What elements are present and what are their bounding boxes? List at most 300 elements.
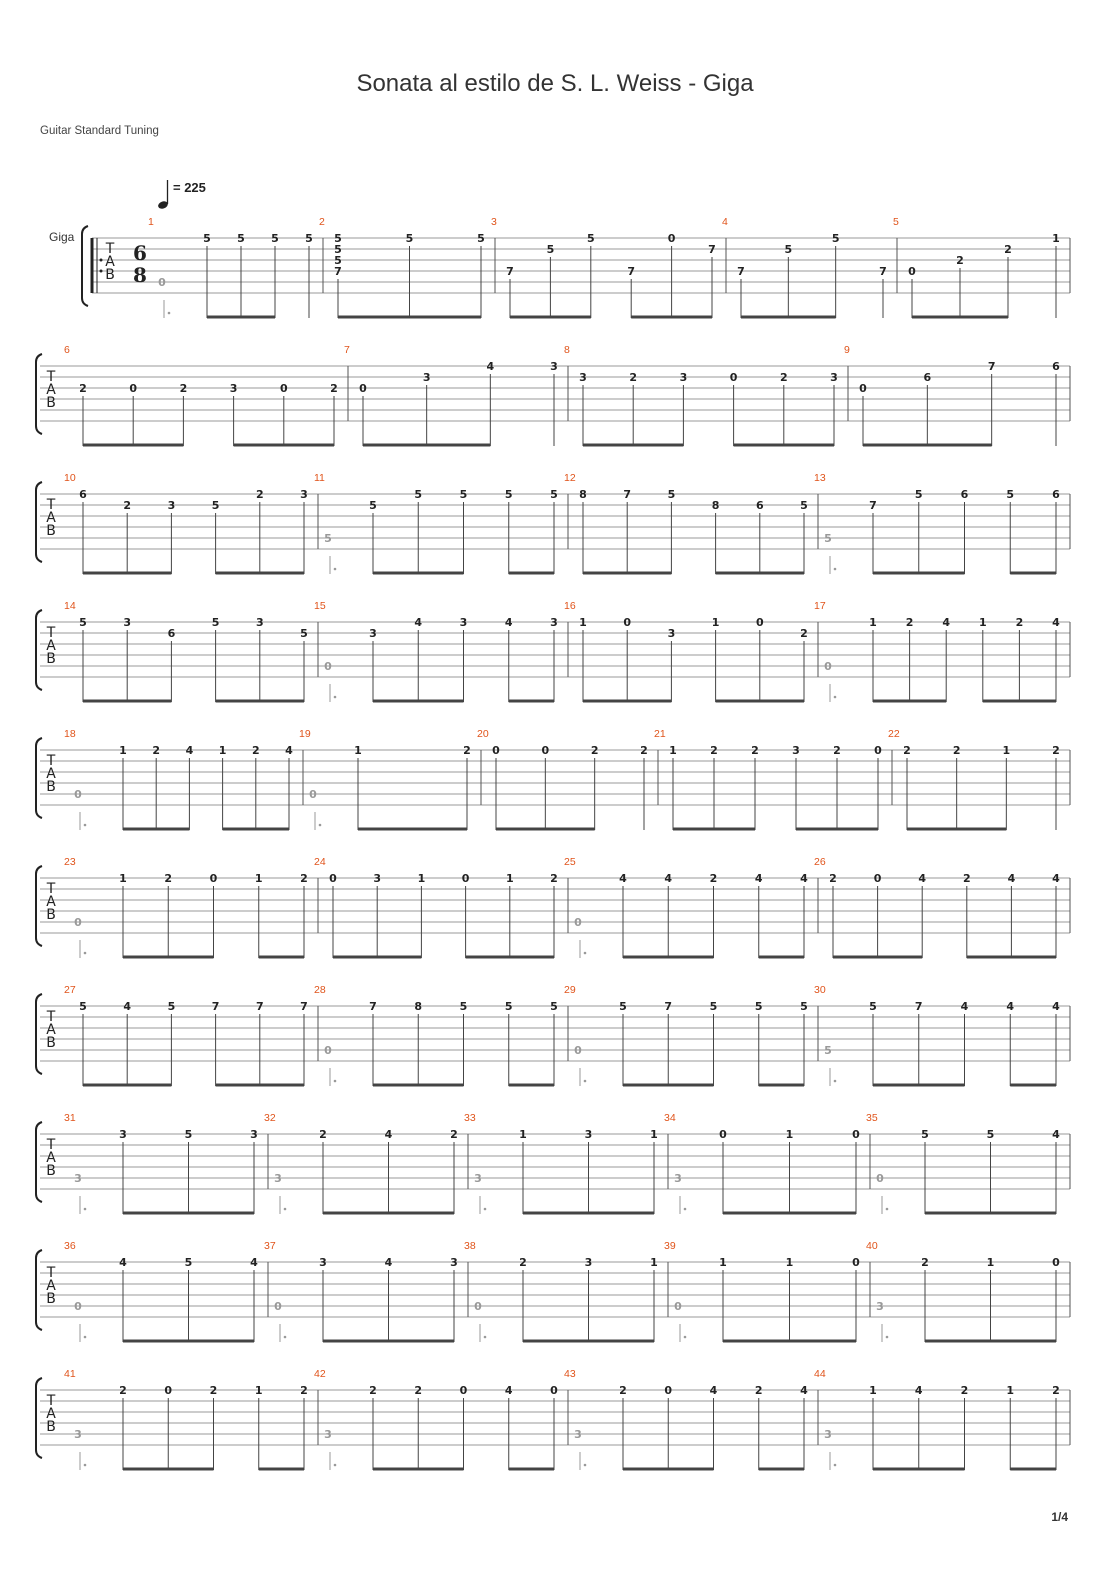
bass-fret-number: 5 (324, 532, 332, 545)
dot (168, 312, 171, 315)
fret-number: 4 (1007, 872, 1016, 885)
fret-number: 2 (463, 744, 471, 757)
fret-number: 0 (852, 1128, 860, 1141)
fret-number: 3 (550, 360, 558, 373)
fret-number: 4 (250, 1256, 258, 1269)
tab-clef-letter: T (105, 241, 115, 257)
fret-number: 0 (550, 1384, 558, 1397)
tab-clef-letter: T (46, 1137, 56, 1153)
fret-number: 1 (254, 872, 263, 885)
bass-fret-number: 3 (324, 1428, 332, 1441)
bass-fret-number: 0 (309, 788, 317, 801)
fret-number: 4 (800, 872, 808, 885)
bar-number: 36 (64, 1240, 76, 1252)
fret-number: 4 (504, 1384, 513, 1397)
fret-number: 1 (869, 1384, 877, 1397)
bass-fret-number: 0 (324, 660, 332, 673)
bass-fret-number: 5 (824, 1044, 832, 1057)
fret-number: 4 (119, 1256, 127, 1269)
bar-number: 6 (64, 344, 70, 356)
bar-number: 10 (64, 472, 76, 484)
fret-number: 4 (486, 360, 495, 373)
tab-clef-letter: A (46, 382, 56, 398)
fret-number: 6 (1052, 488, 1060, 501)
tab-clef-letter: A (46, 510, 56, 526)
dot (834, 696, 837, 699)
fret-number: 4 (1052, 616, 1060, 629)
tab-clef-letter: A (46, 1150, 56, 1166)
bar-number: 3 (491, 216, 497, 228)
bass-fret-number: 3 (824, 1428, 832, 1441)
fret-number: 5 (869, 1000, 877, 1013)
tab-clef-letter: B (46, 779, 56, 795)
bar-number: 22 (888, 728, 900, 740)
fret-number: 2 (414, 1384, 423, 1397)
fret-number: 5 (546, 243, 555, 256)
fret-number: 5 (184, 1128, 193, 1141)
fret-number: 2 (1052, 1384, 1060, 1397)
fret-number: 0 (859, 382, 867, 395)
bar-number: 34 (664, 1112, 676, 1124)
fret-number: 0 (1052, 1256, 1060, 1269)
fret-number: 5 (914, 488, 923, 501)
fret-number: 1 (1052, 232, 1060, 245)
fret-number: 2 (330, 382, 338, 395)
fret-number: 5 (800, 1000, 808, 1013)
fret-number: 1 (218, 744, 227, 757)
track-name: Giga (49, 230, 75, 244)
bass-fret-number: 0 (158, 276, 166, 289)
fret-number: 2 (833, 744, 841, 757)
fret-number: 3 (667, 627, 676, 640)
fret-number: 0 (852, 1256, 860, 1269)
fret-number: 2 (619, 1384, 627, 1397)
bass-fret-number: 0 (274, 1300, 282, 1313)
bar-number: 42 (314, 1368, 326, 1380)
fret-number: 7 (627, 265, 636, 278)
fret-number: 3 (792, 744, 800, 757)
tab-clef-letter: B (105, 267, 115, 283)
fret-number: 5 (305, 232, 313, 245)
bass-fret-number: 0 (74, 788, 82, 801)
fret-number: 5 (1006, 488, 1015, 501)
fret-number: 5 (550, 488, 558, 501)
fret-number: 0 (874, 744, 882, 757)
fret-number: 3 (459, 616, 468, 629)
dot (684, 1208, 687, 1211)
fret-number: 1 (711, 616, 720, 629)
fret-number: 6 (1052, 360, 1060, 373)
dot (334, 696, 337, 699)
tab-clef-letter: T (46, 1265, 56, 1281)
fret-number: 4 (918, 872, 927, 885)
bass-fret-number: 0 (474, 1300, 482, 1313)
tab-clef-letter: B (46, 1163, 56, 1179)
fret-number: 4 (914, 1384, 923, 1397)
bar-number: 32 (264, 1112, 276, 1124)
fret-number: 1 (254, 1384, 263, 1397)
fret-number: 3 (584, 1128, 593, 1141)
fret-number: 5 (79, 616, 87, 629)
tab-clef-letter: A (46, 638, 56, 654)
bar-number: 31 (64, 1112, 76, 1124)
fret-number: 6 (923, 371, 932, 384)
bass-fret-number: 0 (74, 916, 82, 929)
time-signature-digit: 6 (133, 241, 147, 265)
fret-number: 4 (664, 872, 673, 885)
fret-number: 7 (879, 265, 887, 278)
fret-number: 5 (79, 1000, 87, 1013)
tab-clef-letter: T (46, 625, 56, 641)
fret-number: 1 (669, 744, 677, 757)
bass-fret-number: 3 (674, 1172, 682, 1185)
tab-clef-letter: B (46, 907, 56, 923)
fret-number: 7 (300, 1000, 308, 1013)
bar-number: 27 (64, 984, 76, 996)
tab-system (36, 984, 1070, 1086)
fret-number: 0 (359, 382, 367, 395)
fret-number: 8 (711, 499, 720, 512)
tab-clef-letter: B (46, 1035, 56, 1051)
bar-number: 12 (564, 472, 576, 484)
tab-clef-letter: T (46, 1393, 56, 1409)
dot (886, 1336, 889, 1339)
bass-fret-number: 3 (876, 1300, 884, 1313)
fret-number: 1 (354, 744, 362, 757)
fret-number: 0 (164, 1384, 173, 1397)
fret-number: 2 (960, 1384, 969, 1397)
bass-fret-number: 3 (74, 1172, 82, 1185)
tab-clef-letter: A (46, 894, 56, 910)
fret-number: 0 (873, 872, 882, 885)
fret-number: 2 (123, 499, 132, 512)
fret-number: 1 (1002, 744, 1011, 757)
fret-number: 5 (784, 243, 793, 256)
fret-number: 5 (504, 1000, 513, 1013)
fret-number: 4 (504, 616, 513, 629)
fret-number: 7 (623, 488, 632, 501)
fret-number: 7 (664, 1000, 673, 1013)
fret-number: 0 (908, 265, 916, 278)
fret-number: 6 (960, 488, 969, 501)
fret-number: 5 (459, 1000, 468, 1013)
fret-number: 5 (184, 1256, 193, 1269)
fret-number: 6 (755, 499, 764, 512)
tab-system (36, 728, 1070, 830)
fret-number: 5 (504, 488, 513, 501)
fret-number: 2 (300, 872, 308, 885)
tab-system (82, 216, 1070, 318)
fret-number: 1 (869, 616, 877, 629)
fret-number: 2 (255, 488, 264, 501)
fret-number: 4 (942, 616, 951, 629)
fret-number: 7 (255, 1000, 264, 1013)
bar-number: 25 (564, 856, 576, 868)
bar-number: 43 (564, 1368, 576, 1380)
dot (484, 1208, 487, 1211)
bar-number: 35 (866, 1112, 878, 1124)
repeat-dot (100, 270, 103, 273)
page-number: 1/4 (1051, 1510, 1068, 1524)
fret-number: 2 (550, 872, 558, 885)
fret-number: 2 (119, 1384, 127, 1397)
fret-number: 4 (1052, 1128, 1060, 1141)
tab-system (36, 856, 1070, 958)
dot (886, 1208, 889, 1211)
dot (334, 1080, 337, 1083)
fret-number: 4 (384, 1256, 393, 1269)
tab-clef-letter: T (46, 1009, 56, 1025)
fret-number: 5 (667, 488, 676, 501)
fret-number: 2 (754, 1384, 763, 1397)
dot (84, 1208, 87, 1211)
fret-number: 3 (119, 1128, 127, 1141)
fret-number: 3 (319, 1256, 327, 1269)
fret-number: 0 (492, 744, 500, 757)
fret-number: 2 (79, 382, 87, 395)
bar-number: 7 (344, 344, 350, 356)
fret-number: 3 (123, 616, 132, 629)
fret-number: 3 (369, 627, 377, 640)
tab-clef-letter: T (46, 753, 56, 769)
fret-number: 1 (650, 1256, 658, 1269)
bar-number: 19 (299, 728, 311, 740)
dot (84, 824, 87, 827)
fret-number: 2 (905, 616, 914, 629)
bar-number: 33 (464, 1112, 476, 1124)
dot (484, 1336, 487, 1339)
bass-fret-number: 3 (74, 1428, 82, 1441)
tab-system (36, 472, 1070, 574)
tab-clef-letter: A (46, 1406, 56, 1422)
fret-number: 2 (629, 371, 638, 384)
bar-number: 13 (814, 472, 826, 484)
fret-number: 0 (719, 1128, 727, 1141)
fret-number: 2 (952, 744, 961, 757)
fret-number: 1 (505, 872, 514, 885)
dot (84, 952, 87, 955)
fret-number: 4 (800, 1384, 808, 1397)
bass-fret-number: 0 (324, 1044, 332, 1057)
fret-number: 5 (986, 1128, 995, 1141)
fret-number: 3 (255, 616, 264, 629)
fret-number: 2 (369, 1384, 377, 1397)
bar-number: 21 (654, 728, 666, 740)
bass-fret-number: 0 (574, 916, 582, 929)
bar-number: 30 (814, 984, 826, 996)
fret-number: 4 (960, 1000, 969, 1013)
tab-system (36, 1240, 1070, 1342)
fret-number: 3 (300, 488, 308, 501)
bar-number: 29 (564, 984, 576, 996)
fret-number: 0 (755, 616, 764, 629)
fret-number: 3 (579, 371, 587, 384)
fret-number: 0 (209, 872, 218, 885)
bar-number: 20 (477, 728, 489, 740)
fret-number: 8 (414, 1000, 423, 1013)
bar-number: 24 (314, 856, 326, 868)
fret-number: 1 (519, 1128, 527, 1141)
fret-number: 0 (623, 616, 632, 629)
fret-number: 4 (123, 1000, 132, 1013)
fret-number: 0 (541, 744, 550, 757)
fret-number: 4 (1052, 1000, 1060, 1013)
fret-number: 3 (373, 872, 382, 885)
bar-number: 9 (844, 344, 850, 356)
dot (334, 568, 337, 571)
fret-number: 1 (785, 1256, 794, 1269)
fret-number: 1 (1006, 1384, 1015, 1397)
tuning-label: Guitar Standard Tuning (40, 125, 159, 137)
fret-number: 2 (751, 744, 759, 757)
fret-number: 0 (329, 872, 337, 885)
tab-clef-letter: B (46, 1419, 56, 1435)
fret-number: 4 (1052, 872, 1060, 885)
fret-number: 2 (164, 872, 173, 885)
fret-number: 4 (709, 1384, 718, 1397)
bass-fret-number: 3 (474, 1172, 482, 1185)
fret-number: 3 (550, 616, 558, 629)
fret-number: 5 (831, 232, 840, 245)
fret-number: 7 (211, 1000, 220, 1013)
fret-number: 5 (709, 1000, 718, 1013)
repeat-dot (100, 259, 103, 262)
fret-number: 1 (650, 1128, 658, 1141)
fret-number: 2 (251, 744, 260, 757)
fret-number: 2 (450, 1128, 458, 1141)
tab-clef-letter: T (46, 881, 56, 897)
fret-number: 2 (800, 627, 808, 640)
bar-number: 39 (664, 1240, 676, 1252)
fret-number: 4 (414, 616, 423, 629)
bass-fret-number: 0 (674, 1300, 682, 1313)
fret-number: 3 (679, 371, 688, 384)
fret-number: 5 (211, 499, 220, 512)
fret-number: 1 (417, 872, 426, 885)
fret-number: 2 (590, 744, 599, 757)
fret-number: 5 (271, 232, 279, 245)
fret-number: 2 (319, 1128, 327, 1141)
fret-number: 2 (1015, 616, 1024, 629)
fret-number: 2 (710, 744, 718, 757)
dot (584, 1464, 587, 1467)
fret-number: 1 (119, 744, 127, 757)
fret-number: 4 (754, 872, 763, 885)
fret-number: 2 (921, 1256, 929, 1269)
bar-number: 8 (564, 344, 570, 356)
bass-fret-number: 0 (824, 660, 832, 673)
bass-fret-number: 5 (824, 532, 832, 545)
fret-number: 5 (619, 1000, 627, 1013)
fret-number: 1 (719, 1256, 727, 1269)
fret-number: 3 (584, 1256, 593, 1269)
fret-number: 0 (461, 872, 470, 885)
dot (319, 824, 322, 827)
fret-number: 3 (830, 371, 838, 384)
fret-number: 1 (986, 1256, 995, 1269)
fret-number: 3 (167, 499, 176, 512)
fret-number: 5 (550, 1000, 558, 1013)
fret-number: 5 (414, 488, 423, 501)
fret-number: 4 (1006, 1000, 1015, 1013)
fret-number: 0 (664, 1384, 673, 1397)
fret-number: 6 (79, 488, 87, 501)
fret-number: 5 (211, 616, 220, 629)
bar-number: 2 (319, 216, 325, 228)
fret-number: 5 (300, 627, 308, 640)
tab-clef-letter: A (46, 1022, 56, 1038)
bar-number: 41 (64, 1368, 76, 1380)
fret-number: 3 (422, 371, 431, 384)
bar-number: 37 (264, 1240, 276, 1252)
bar-number: 18 (64, 728, 76, 740)
tab-clef-letter: T (46, 369, 56, 385)
fret-number: 7 (708, 243, 716, 256)
fret-number: 5 (203, 232, 211, 245)
fret-number: 0 (667, 232, 676, 245)
bar-number: 5 (893, 216, 899, 228)
bar-number: 11 (314, 472, 325, 484)
bass-fret-number: 0 (876, 1172, 884, 1185)
bar-number: 44 (814, 1368, 826, 1380)
fret-number: 0 (729, 371, 738, 384)
bar-number: 16 (564, 600, 576, 612)
bar-number: 14 (64, 600, 76, 612)
fret-number: 2 (962, 872, 971, 885)
fret-number: 7 (506, 265, 514, 278)
fret-number: 5 (586, 232, 595, 245)
time-signature-digit: 8 (133, 263, 147, 287)
bar-number: 26 (814, 856, 826, 868)
dot (284, 1208, 287, 1211)
fret-number: 1 (978, 616, 987, 629)
fret-number: 2 (152, 744, 161, 757)
score-title: Sonata al estilo de S. L. Weiss - Giga (356, 70, 754, 97)
bass-fret-number: 0 (74, 1300, 82, 1313)
tab-clef-letter: B (46, 523, 56, 539)
tab-clef-letter: B (46, 651, 56, 667)
fret-number: 4 (185, 744, 194, 757)
fret-number: 2 (903, 744, 911, 757)
fret-number: 7 (987, 360, 996, 373)
bar-number: 38 (464, 1240, 476, 1252)
dot (84, 1336, 87, 1339)
fret-number: 3 (229, 382, 238, 395)
bass-fret-number: 3 (574, 1428, 582, 1441)
fret-number: 4 (619, 872, 627, 885)
tab-system (36, 600, 1070, 702)
fret-number: 2 (709, 872, 718, 885)
fret-number: 4 (285, 744, 293, 757)
fret-number: 1 (119, 872, 127, 885)
fret-number: 2 (779, 371, 788, 384)
fret-number: 5 (334, 254, 342, 267)
fret-number: 0 (279, 382, 288, 395)
tab-system (36, 344, 1070, 446)
fret-number: 1 (785, 1128, 794, 1141)
fret-number: 5 (237, 232, 245, 245)
bar-number: 1 (148, 216, 154, 228)
fret-number: 5 (459, 488, 468, 501)
tab-system (36, 1368, 1070, 1470)
system-bracket (82, 226, 88, 306)
tab-clef-letter: T (46, 497, 56, 513)
bass-fret-number: 3 (274, 1172, 282, 1185)
fret-number: 7 (869, 499, 877, 512)
dot (284, 1336, 287, 1339)
fret-number: 2 (1004, 243, 1012, 256)
bar-number: 23 (64, 856, 76, 868)
